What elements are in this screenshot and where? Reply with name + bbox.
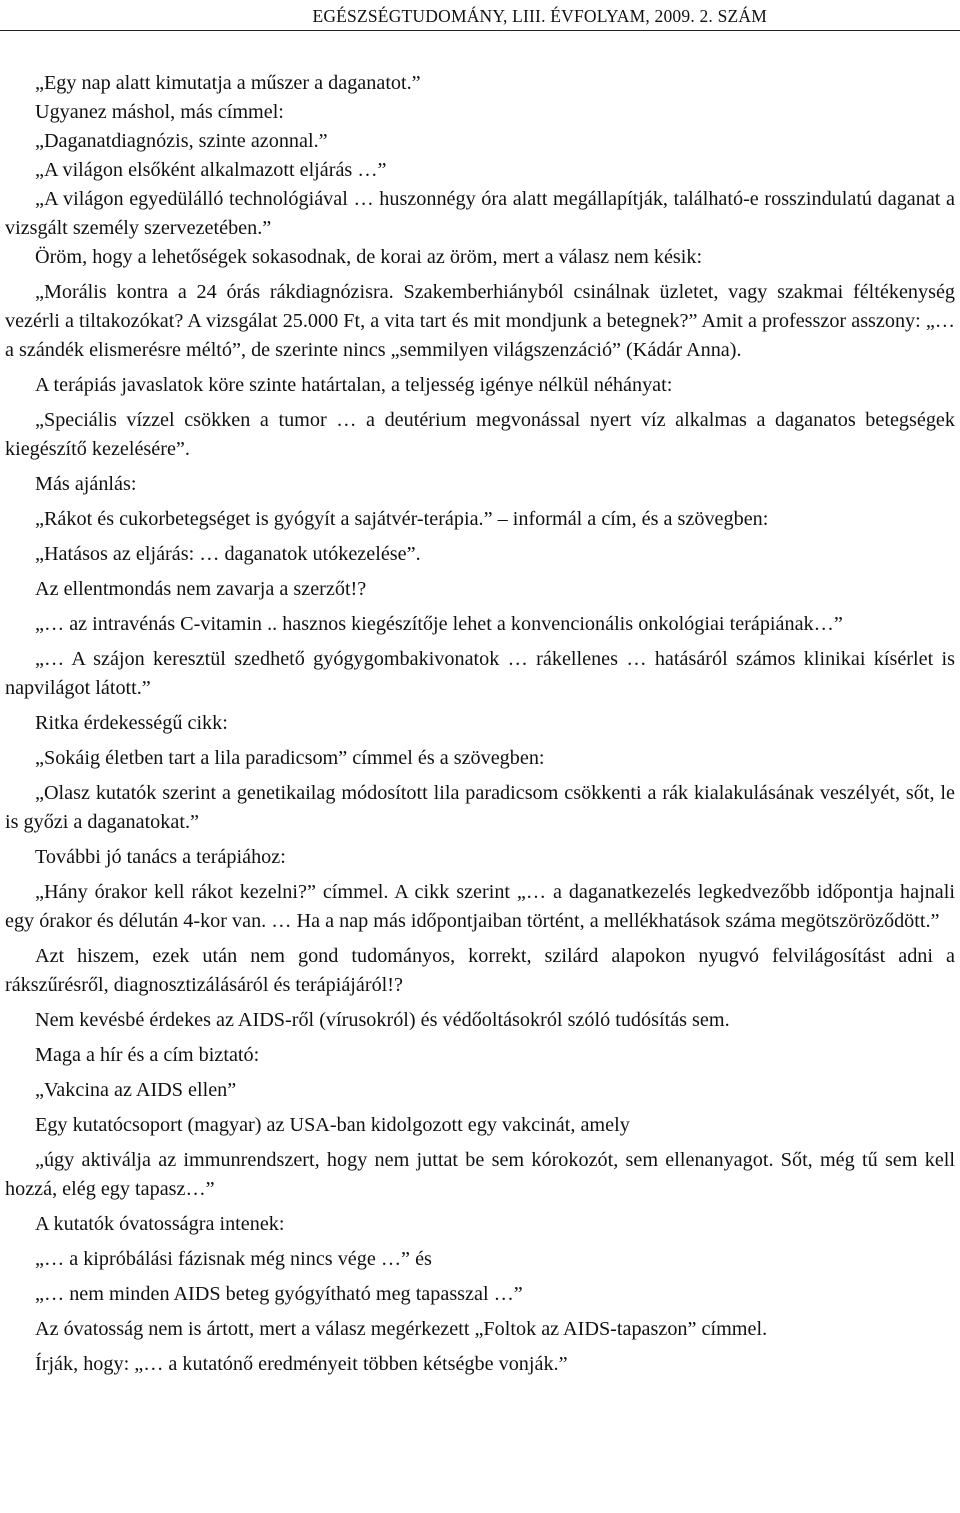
- paragraph: „Rákot és cukorbetegséget is gyógyít a sajátvér-terápia.” – informál a cím, és a szövegben:: [35, 508, 769, 530]
- paragraph: Ritka érdekességű cikk:: [35, 712, 228, 734]
- paragraph: „… az intravénás C-vitamin .. hasznos kiegészítője lehet a konvencionális onkológiai terápiának…”: [35, 613, 843, 635]
- page-header: [0, 0, 960, 30]
- paragraph: „A világon elsőként alkalmazott eljárás …”: [35, 159, 387, 181]
- article-body: [5, 69, 955, 1385]
- paragraph: „… nem minden AIDS beteg gyógyítható meg tapasszal …”: [35, 1283, 523, 1305]
- paragraph: „Morális kontra a 24 órás rákdiagnózisra. Szakemberhiányból csinálnak üzletet, vagy szakmai féltékenység vezérli a tiltakozókat? A vizsgálat 25.000 Ft, a vita tart és mit mondjunk a betegnek?” Amit a professzor asszony: „… a szándék elismerésre méltó”, de szerinte nincs „semmilyen világszenzáció” (Kádár Anna).: [5, 281, 955, 361]
- paragraph: Írják, hogy: „… a kutatónő eredményeit többen kétségbe vonják.”: [35, 1353, 568, 1375]
- paragraph: Egy kutatócsoport (magyar) az USA-ban kidolgozott egy vakcinát, amely: [35, 1114, 630, 1136]
- paragraph: „Hány órakor kell rákot kezelni?” címmel. A cikk szerint „… a daganatkezelés legkedvezőbb időpontja hajnali egy órakor és délután 4-kor van. … Ha a nap más időpontjaiban történt, a mellékhatások száma megötszöröződött.”: [5, 881, 955, 932]
- paragraph: A kutatók óvatosságra intenek:: [35, 1213, 285, 1235]
- paragraph: Ugyanez máshol, más címmel:: [35, 101, 284, 123]
- paragraph: „… a kipróbálási fázisnak még nincs vége …” és: [35, 1248, 432, 1270]
- running-title: EGÉSZSÉGTUDOMÁNY, LIII. ÉVFOLYAM, 2009. 2. SZÁM: [312, 6, 767, 26]
- paragraph: Más ajánlás:: [35, 473, 137, 495]
- paragraph: „Hatásos az eljárás: … daganatok utókezelése”.: [35, 543, 421, 565]
- paragraph: „Speciális vízzel csökken a tumor … a deutérium megvonással nyert víz alkalmas a daganatos betegségek kiegészítő kezelésére”.: [5, 409, 955, 460]
- paragraph: „úgy aktiválja az immunrendszert, hogy nem juttat be sem kórokozót, sem ellenanyagot. Sőt, még tű sem kell hozzá, elég egy tapasz…”: [5, 1149, 955, 1200]
- paragraph: Nem kevésbé érdekes az AIDS-ről (vírusokról) és védőoltásokról szóló tudósítás sem.: [35, 1009, 730, 1031]
- paragraph: „Egy nap alatt kimutatja a műszer a daganatot.”: [35, 72, 421, 94]
- paragraph: Az óvatosság nem is ártott, mert a válasz megérkezett „Foltok az AIDS-tapaszon” címmel.: [35, 1318, 768, 1340]
- paragraph: További jó tanács a terápiához:: [35, 846, 286, 868]
- paragraph: Öröm, hogy a lehetőségek sokasodnak, de korai az öröm, mert a válasz nem késik:: [35, 246, 703, 268]
- paragraph: „Daganatdiagnózis, szinte azonnal.”: [35, 130, 328, 152]
- paragraph: „Sokáig életben tart a lila paradicsom” címmel és a szövegben:: [35, 747, 545, 769]
- header-divider: [0, 30, 960, 31]
- paragraph: Azt hiszem, ezek után nem gond tudományos, korrekt, szilárd alapokon nyugvó felvilágosítást adni a rákszűrésről, diagnosztizálásáról és terápiájáról!?: [5, 945, 955, 996]
- paragraph: Az ellentmondás nem zavarja a szerzőt!?: [35, 578, 367, 600]
- paragraph: „A világon egyedülálló technológiával … huszonnégy óra alatt megállapítják, található-e rosszindulatú daganat a vizsgált személy szervezetében.”: [5, 188, 955, 239]
- paragraph: „… A szájon keresztül szedhető gyógygombakivonatok … rákellenes … hatásáról számos klinikai kísérlet is napvilágot látott.”: [5, 648, 955, 699]
- paragraph: Maga a hír és a cím biztató:: [35, 1044, 260, 1066]
- paragraph: „Vakcina az AIDS ellen”: [35, 1079, 237, 1101]
- paragraph: A terápiás javaslatok köre szinte határtalan, a teljesség igénye nélkül néhányat:: [35, 374, 673, 396]
- paragraph: „Olasz kutatók szerint a genetikailag módosított lila paradicsom csökkenti a rák kialakulásának veszélyét, sőt, le is győzi a daganatokat.”: [5, 782, 955, 833]
